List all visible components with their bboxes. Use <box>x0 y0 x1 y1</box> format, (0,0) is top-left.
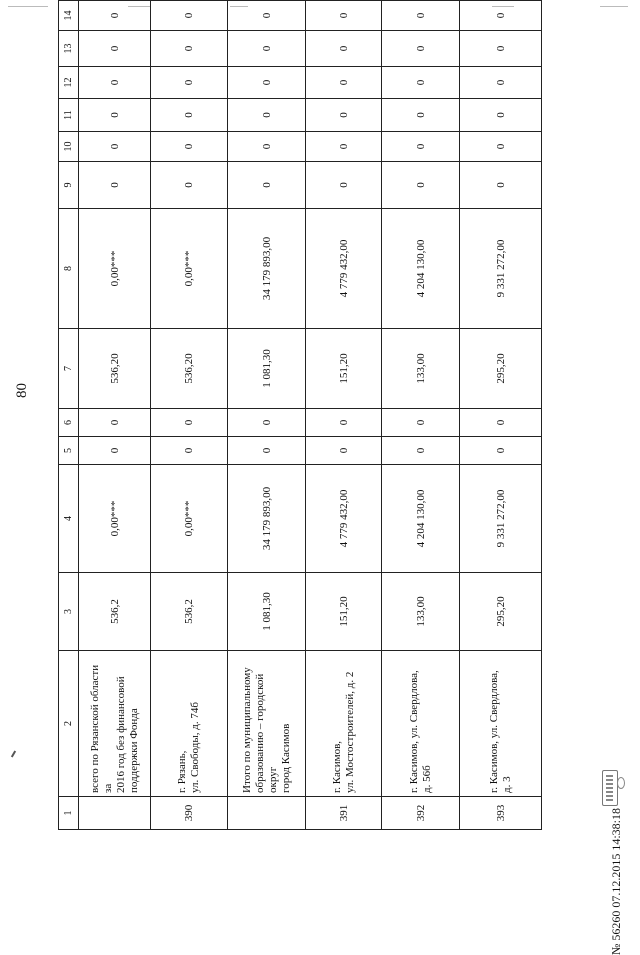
column-header: 7 <box>59 329 79 409</box>
object-name-cell <box>228 651 306 797</box>
object-name-line: д. 3 <box>500 776 513 793</box>
table-cell: 1 081,30 <box>228 573 306 651</box>
column-header: 5 <box>59 437 79 465</box>
object-name-line: г. Касимов, <box>330 740 343 793</box>
table-cell: 0 <box>79 31 151 67</box>
object-name-line: д. 56б <box>420 765 433 793</box>
table-cell: 295,20 <box>460 573 542 651</box>
table-cell: 0 <box>306 31 382 67</box>
table-cell: 34 179 893,00 <box>228 209 306 329</box>
table-cell <box>382 0 460 1</box>
registry-stamp-icon <box>602 770 618 806</box>
table-cell: 0 <box>79 67 151 99</box>
table-cell: 133,00 <box>382 329 460 409</box>
table-row <box>460 0 542 830</box>
table-cell: 0 <box>228 437 306 465</box>
table-cell: 34 179 893,00 <box>228 465 306 573</box>
table-cell: 536,20 <box>79 329 151 409</box>
column-header <box>59 0 79 1</box>
table-cell: 536,2 <box>151 573 228 651</box>
table-cell: 4 779 432,00 <box>306 209 382 329</box>
scan-edge-mark <box>8 6 48 7</box>
column-header: 3 <box>59 573 79 651</box>
column-header: 6 <box>59 409 79 437</box>
column-header: 12 <box>59 67 79 99</box>
table-cell: 536,20 <box>151 329 228 409</box>
table-cell: 0 <box>306 437 382 465</box>
object-name-cell <box>460 651 542 797</box>
table-cell: 0 <box>151 67 228 99</box>
table-cell: 0 <box>228 31 306 67</box>
object-name-line: город Касимов <box>279 723 292 793</box>
table-cell: 0 <box>79 162 151 209</box>
object-name-cell <box>306 651 382 797</box>
table-row <box>79 0 151 830</box>
table-cell: 9 331 272,00 <box>460 465 542 573</box>
table-cell: 0 <box>151 132 228 162</box>
table-cell: 151,20 <box>306 573 382 651</box>
table-cell: 0 <box>382 99 460 132</box>
table-cell: 295,20 <box>460 329 542 409</box>
data-table <box>58 0 542 830</box>
object-name-line: образованию – городской округ <box>253 673 279 793</box>
table-cell <box>306 0 382 1</box>
column-header: 1 <box>59 797 79 830</box>
table-cell: 4 204 130,00 <box>382 465 460 573</box>
table-cell: 0 <box>460 67 542 99</box>
table-cell: 0 <box>228 99 306 132</box>
object-name-line: г. Рязань, <box>176 750 188 793</box>
table-cell: 0 <box>382 437 460 465</box>
table-cell: 0 <box>228 409 306 437</box>
table-cell <box>79 0 151 1</box>
table-cell: 0 <box>306 1 382 31</box>
table-cell: 0 <box>460 409 542 437</box>
table-cell: 0 <box>79 409 151 437</box>
row-number-cell <box>79 797 151 830</box>
row-number-cell: 391 <box>306 797 382 830</box>
seal-icon <box>617 777 625 789</box>
table-cell: 0 <box>151 99 228 132</box>
table-cell: 0 <box>382 1 460 31</box>
column-header: 8 <box>59 209 79 329</box>
table-cell: 0 <box>151 162 228 209</box>
table-cell <box>228 0 306 1</box>
table-cell <box>151 0 228 1</box>
table-cell: 1 081,30 <box>228 329 306 409</box>
table-cell: 0 <box>306 409 382 437</box>
column-header: 11 <box>59 99 79 132</box>
table-cell: 0 <box>382 162 460 209</box>
table-cell: 0 <box>460 99 542 132</box>
object-name-line: поддержки Фонда <box>127 708 140 793</box>
table-cell: 0 <box>382 132 460 162</box>
document-registration-label: № 56260 07.12.2015 14:38:18 <box>609 808 623 955</box>
table-cell: 0 <box>306 132 382 162</box>
object-name-line: 2016 год без финансовой <box>114 676 127 793</box>
table-cell: 0 <box>151 437 228 465</box>
row-number-cell: 393 <box>460 797 542 830</box>
row-number-cell: 392 <box>382 797 460 830</box>
table-cell: 0 <box>79 99 151 132</box>
table-cell: 9 331 272,00 <box>460 209 542 329</box>
table-cell: 0,00*** <box>79 465 151 573</box>
row-number-cell: 390 <box>151 797 228 830</box>
table-cell: 0 <box>460 1 542 31</box>
row-number-cell <box>228 797 306 830</box>
table-cell: 0 <box>228 132 306 162</box>
table-cell: 133,00 <box>382 573 460 651</box>
column-header: 4 <box>59 465 79 573</box>
column-header: 14 <box>59 1 79 31</box>
object-name-line: г. Касимов, ул. Свердлова, <box>407 670 420 793</box>
table-row <box>151 0 228 830</box>
table-cell: 4 204 130,00 <box>382 209 460 329</box>
table-row <box>228 0 306 830</box>
table-cell: 0 <box>382 31 460 67</box>
table-cell: 536,2 <box>79 573 151 651</box>
table-cell: 0 <box>228 1 306 31</box>
table-cell: 0 <box>79 132 151 162</box>
object-name-cell <box>382 651 460 797</box>
table-cell: 0 <box>79 437 151 465</box>
column-header: 10 <box>59 132 79 162</box>
table-cell: 4 779 432,00 <box>306 465 382 573</box>
table-cell: 0 <box>382 67 460 99</box>
table-cell: 0 <box>460 437 542 465</box>
object-name-cell <box>151 651 228 797</box>
table-cell: 0 <box>306 67 382 99</box>
scan-edge-mark <box>600 6 628 7</box>
table-cell: 0 <box>306 99 382 132</box>
data-table-container <box>58 10 521 830</box>
column-header: 13 <box>59 31 79 67</box>
table-row <box>306 0 382 830</box>
object-name-line: Итого по муниципальному <box>240 667 253 793</box>
table-cell: 0 <box>382 409 460 437</box>
table-cell: 0 <box>151 409 228 437</box>
table-cell: 0 <box>151 31 228 67</box>
table-cell: 0 <box>151 1 228 31</box>
table-cell: 0 <box>79 1 151 31</box>
table-cell: 151,20 <box>306 329 382 409</box>
table-header-row <box>59 0 79 830</box>
page-number: 80 <box>14 383 30 398</box>
table-cell: 0 <box>460 132 542 162</box>
object-name-line: ул. Мостостроителей, д. 2 <box>343 671 356 793</box>
table-cell: 0 <box>460 162 542 209</box>
table-cell: 0 <box>228 67 306 99</box>
table-cell <box>460 0 542 1</box>
table-cell: 0,00*** <box>79 209 151 329</box>
margin-mark <box>11 750 16 757</box>
table-cell: 0 <box>228 162 306 209</box>
object-name-line: всего по Рязанской области за <box>88 664 114 793</box>
object-name-cell <box>79 651 151 797</box>
table-cell: 0,00*** <box>151 209 228 329</box>
table-cell: 0,00*** <box>151 465 228 573</box>
object-name-line: ул. Свободы, д. 74б <box>189 702 201 793</box>
column-header: 9 <box>59 162 79 209</box>
object-name-line: г. Касимов, ул. Свердлова, <box>487 670 500 793</box>
table-cell: 0 <box>306 162 382 209</box>
table-row <box>382 0 460 830</box>
table-cell: 0 <box>460 31 542 67</box>
column-header: 2 <box>59 651 79 797</box>
